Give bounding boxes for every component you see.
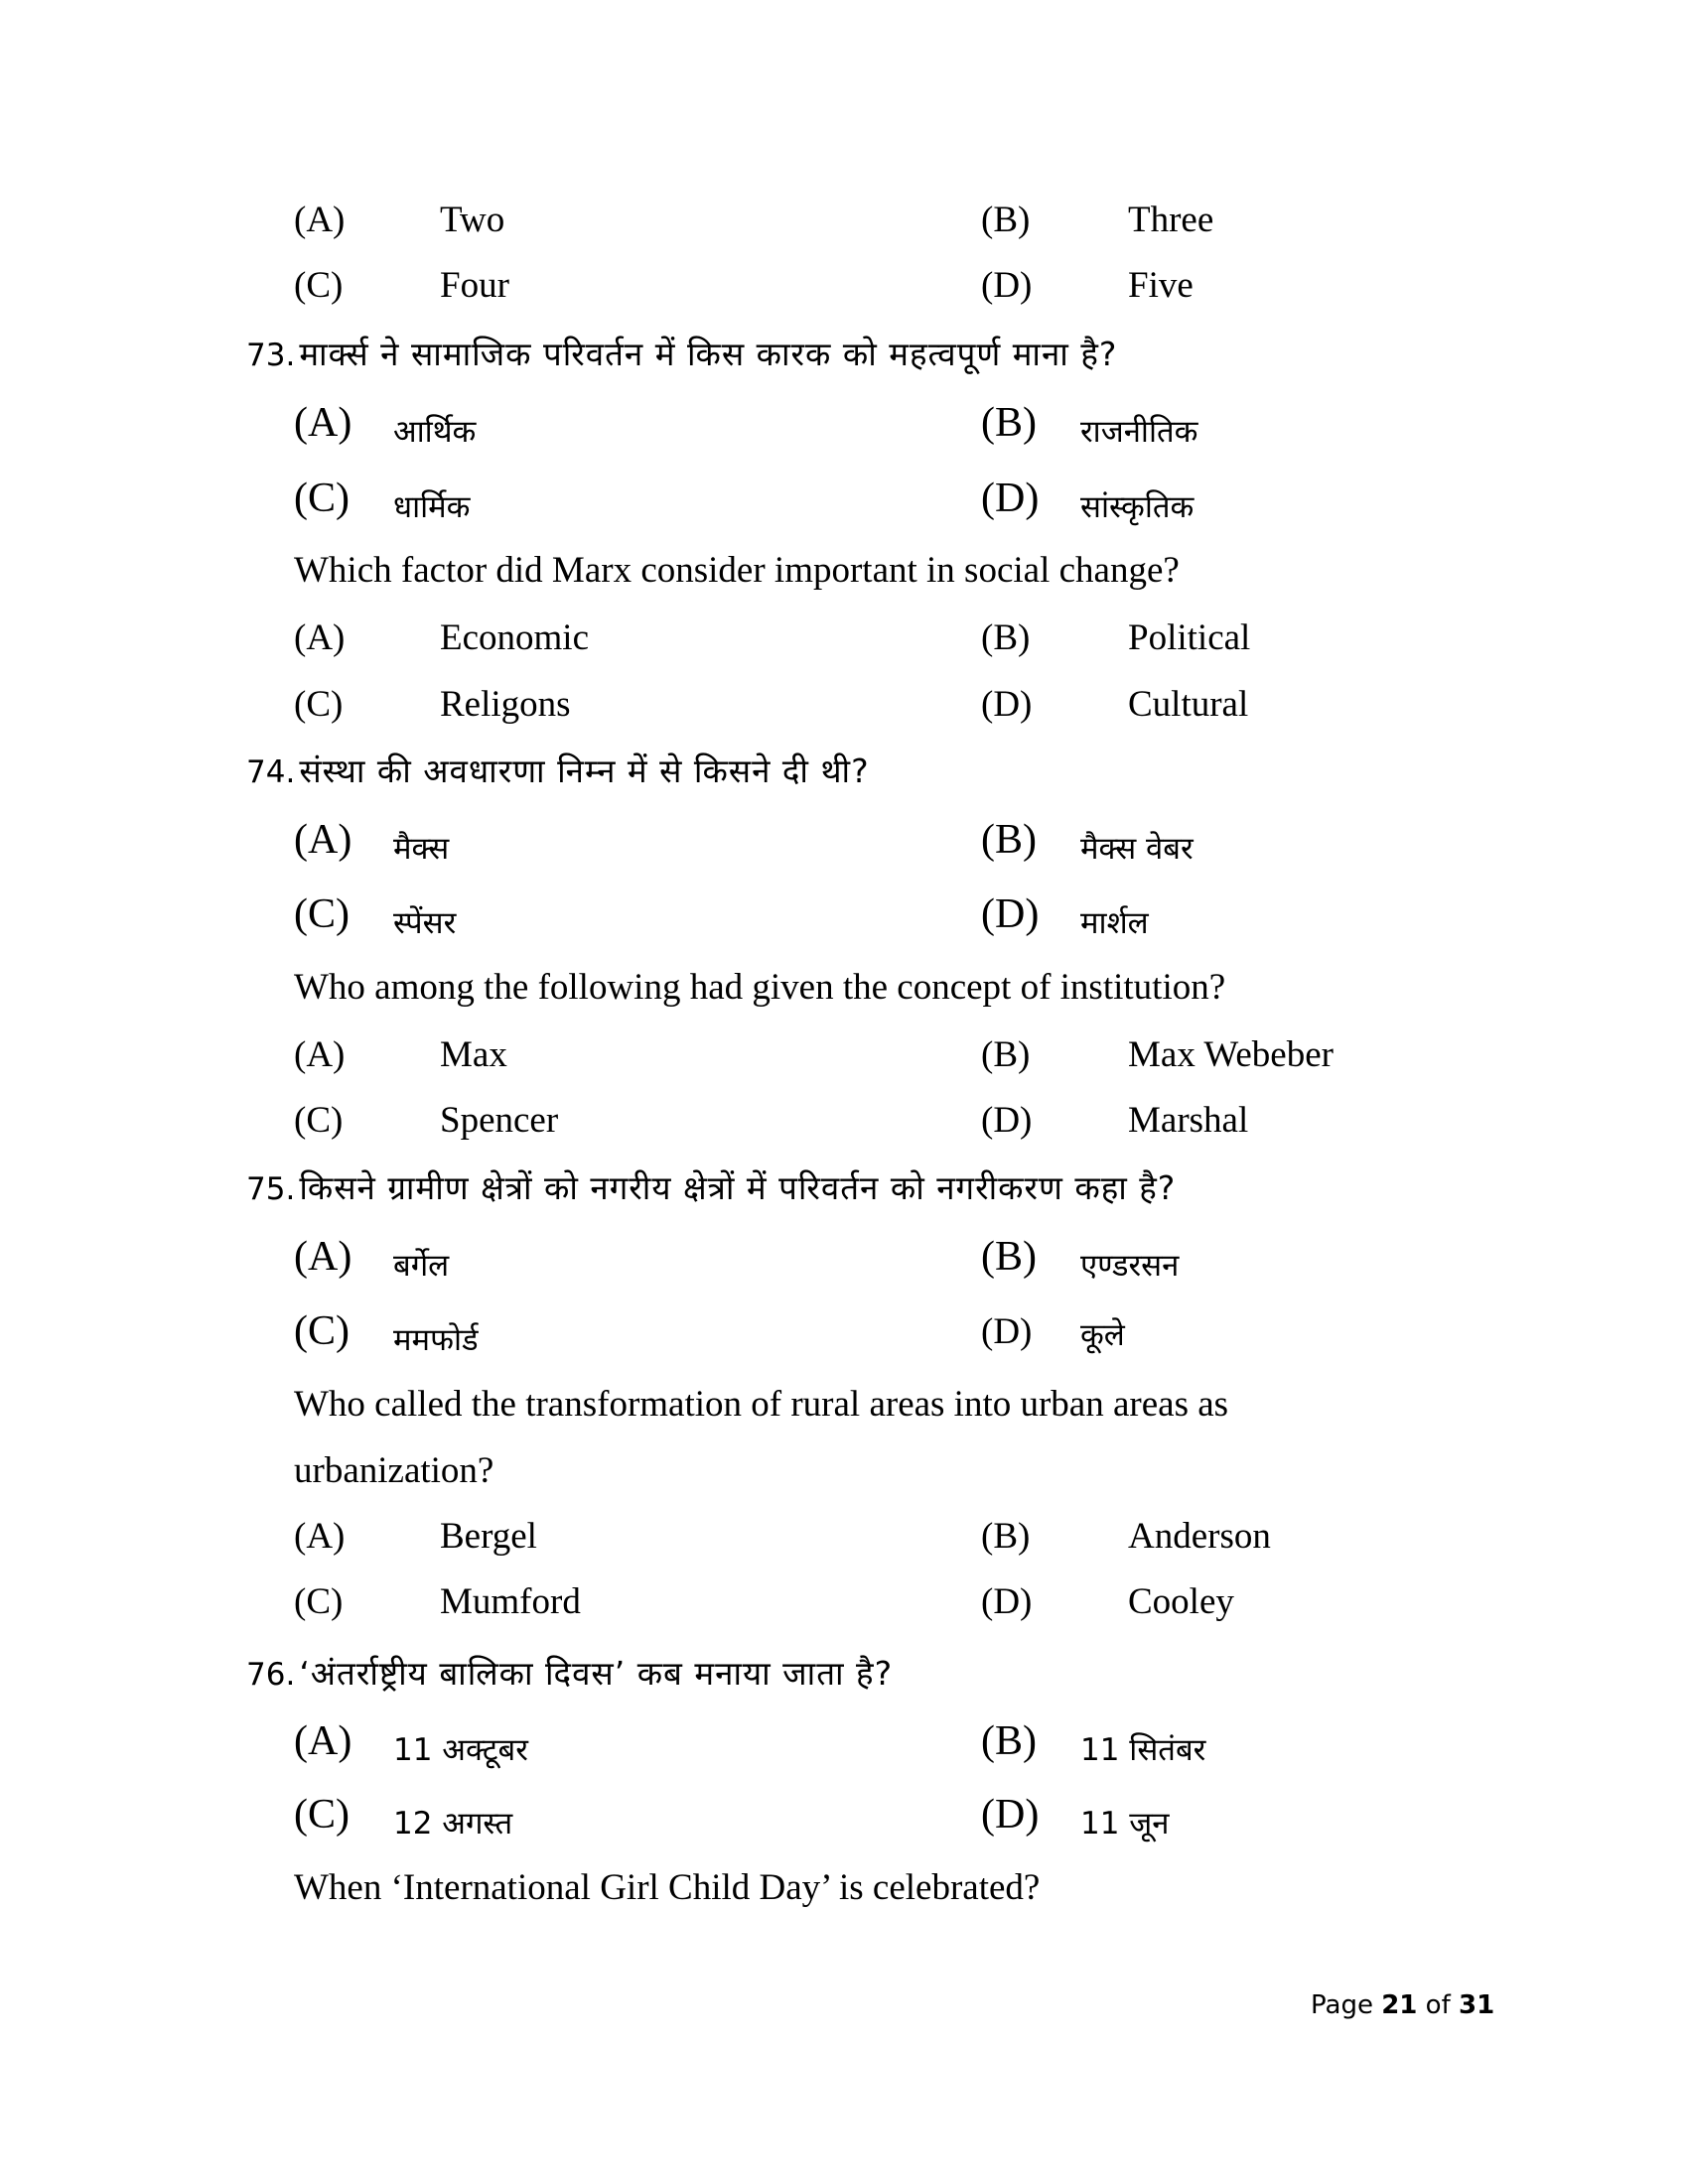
option-text-hindi: 12 अगस्त [393, 1806, 513, 1842]
option-label: (D) [981, 891, 1040, 937]
question-number: 75. [246, 1171, 296, 1207]
question-number: 73. [246, 338, 296, 373]
question-text-hindi: ‘अंतर्राष्ट्रीय बालिका दिवस’ कब मनाया जाता है? [299, 1654, 894, 1693]
option-text-hindi: बर्गेल [393, 1248, 450, 1284]
option-label: (C) [294, 1792, 350, 1838]
option-label: (C) [294, 684, 344, 725]
option-label: (C) [294, 1308, 350, 1354]
option-text-hindi: एण्डरसन [1080, 1248, 1180, 1284]
option-text: Max [440, 1034, 507, 1075]
option-label: (B) [981, 617, 1031, 658]
option-label: (C) [294, 1100, 344, 1141]
option-label: (D) [981, 684, 1033, 725]
option-label: (B) [981, 1718, 1037, 1764]
option-text-hindi: सांस्कृतिक [1080, 489, 1195, 525]
question-74-hindi [246, 748, 870, 792]
option-text: Bergel [440, 1516, 537, 1557]
question-text-english: Who called the transformation of rural areas into urban areas as [294, 1384, 1229, 1425]
option-text-hindi: आर्थिक [393, 414, 477, 450]
question-text-english: Who among the following had given the concept of institution? [294, 967, 1226, 1008]
option-text: Marshal [1128, 1100, 1249, 1141]
option-text-hindi: मैक्स वेबर [1080, 831, 1194, 867]
question-73-hindi [246, 331, 1117, 375]
option-text: Mumford [440, 1581, 581, 1622]
question-75-hindi [246, 1164, 1176, 1209]
option-text-hindi: 11 जून [1080, 1806, 1170, 1842]
option-text-hindi: स्पेंसर [393, 905, 457, 941]
option-label: (C) [294, 1581, 344, 1622]
option-label: (B) [981, 1034, 1031, 1075]
option-text: Economic [440, 617, 590, 658]
option-label: (C) [294, 891, 350, 937]
question-number: 74. [246, 754, 296, 790]
option-text: Four [440, 265, 509, 306]
option-label: (A) [294, 617, 346, 658]
option-text-hindi: 11 सितंबर [1080, 1732, 1206, 1768]
option-text-hindi: धार्मिक [393, 489, 471, 525]
option-text: Spencer [440, 1100, 559, 1141]
option-label: (B) [981, 200, 1031, 240]
question-text-english: When ‘International Girl Child Day’ is celebrated? [294, 1867, 1041, 1908]
option-text-hindi: मैक्स [393, 831, 450, 867]
option-label: (B) [981, 400, 1037, 446]
option-label: (D) [981, 1581, 1033, 1622]
option-text-hindi: 11 अक्टूबर [393, 1732, 528, 1768]
option-text-hindi: राजनीतिक [1080, 414, 1198, 450]
option-label: (D) [981, 476, 1040, 521]
option-label: (D) [981, 1100, 1033, 1141]
question-text-hindi: किसने ग्रामीण क्षेत्रों को नगरीय क्षेत्रों में परिवर्तन को नगरीकरण कहा है? [299, 1168, 1177, 1207]
option-text: Cultural [1128, 684, 1249, 725]
option-label: (D) [981, 1792, 1040, 1838]
option-label: (B) [981, 817, 1037, 863]
option-label: (A) [294, 400, 352, 446]
option-label: (C) [294, 476, 350, 521]
option-text: Religons [440, 684, 571, 725]
option-label: (A) [294, 1034, 346, 1075]
option-text: Cooley [1128, 1581, 1234, 1622]
option-text: Max Webeber [1128, 1034, 1334, 1075]
option-label: (C) [294, 265, 344, 306]
option-text-hindi: मार्शल [1080, 905, 1149, 941]
option-text: Five [1128, 265, 1194, 306]
option-label: (B) [981, 1516, 1031, 1557]
option-text-hindi: ममफोर्ड [393, 1322, 479, 1358]
option-text-hindi: कूले [1080, 1317, 1125, 1353]
option-label: (A) [294, 817, 352, 863]
option-text: Three [1128, 200, 1214, 240]
question-text-english-continued: urbanization? [294, 1450, 494, 1491]
option-label: (A) [294, 1718, 352, 1764]
option-text: Anderson [1128, 1516, 1271, 1557]
option-text: Political [1128, 617, 1251, 658]
page-number: Page 21 of 31 [1311, 1990, 1495, 2020]
option-label: (A) [294, 1234, 352, 1280]
question-76-hindi [246, 1650, 893, 1695]
option-label: (D) [981, 265, 1033, 306]
question-text-hindi: संस्था की अवधारणा निम्न में से किसने दी थी? [299, 751, 870, 790]
option-label: (B) [981, 1234, 1037, 1280]
option-label: (A) [294, 1516, 346, 1557]
option-label: (D) [981, 1311, 1033, 1352]
question-text-english: Which factor did Marx consider important in social change? [294, 550, 1180, 591]
option-text: Two [440, 200, 505, 240]
option-label: (A) [294, 200, 346, 240]
question-text-hindi: मार्क्स ने सामाजिक परिवर्तन में किस कारक को महत्वपूर्ण माना है? [299, 335, 1118, 373]
question-number: 76. [246, 1657, 296, 1693]
